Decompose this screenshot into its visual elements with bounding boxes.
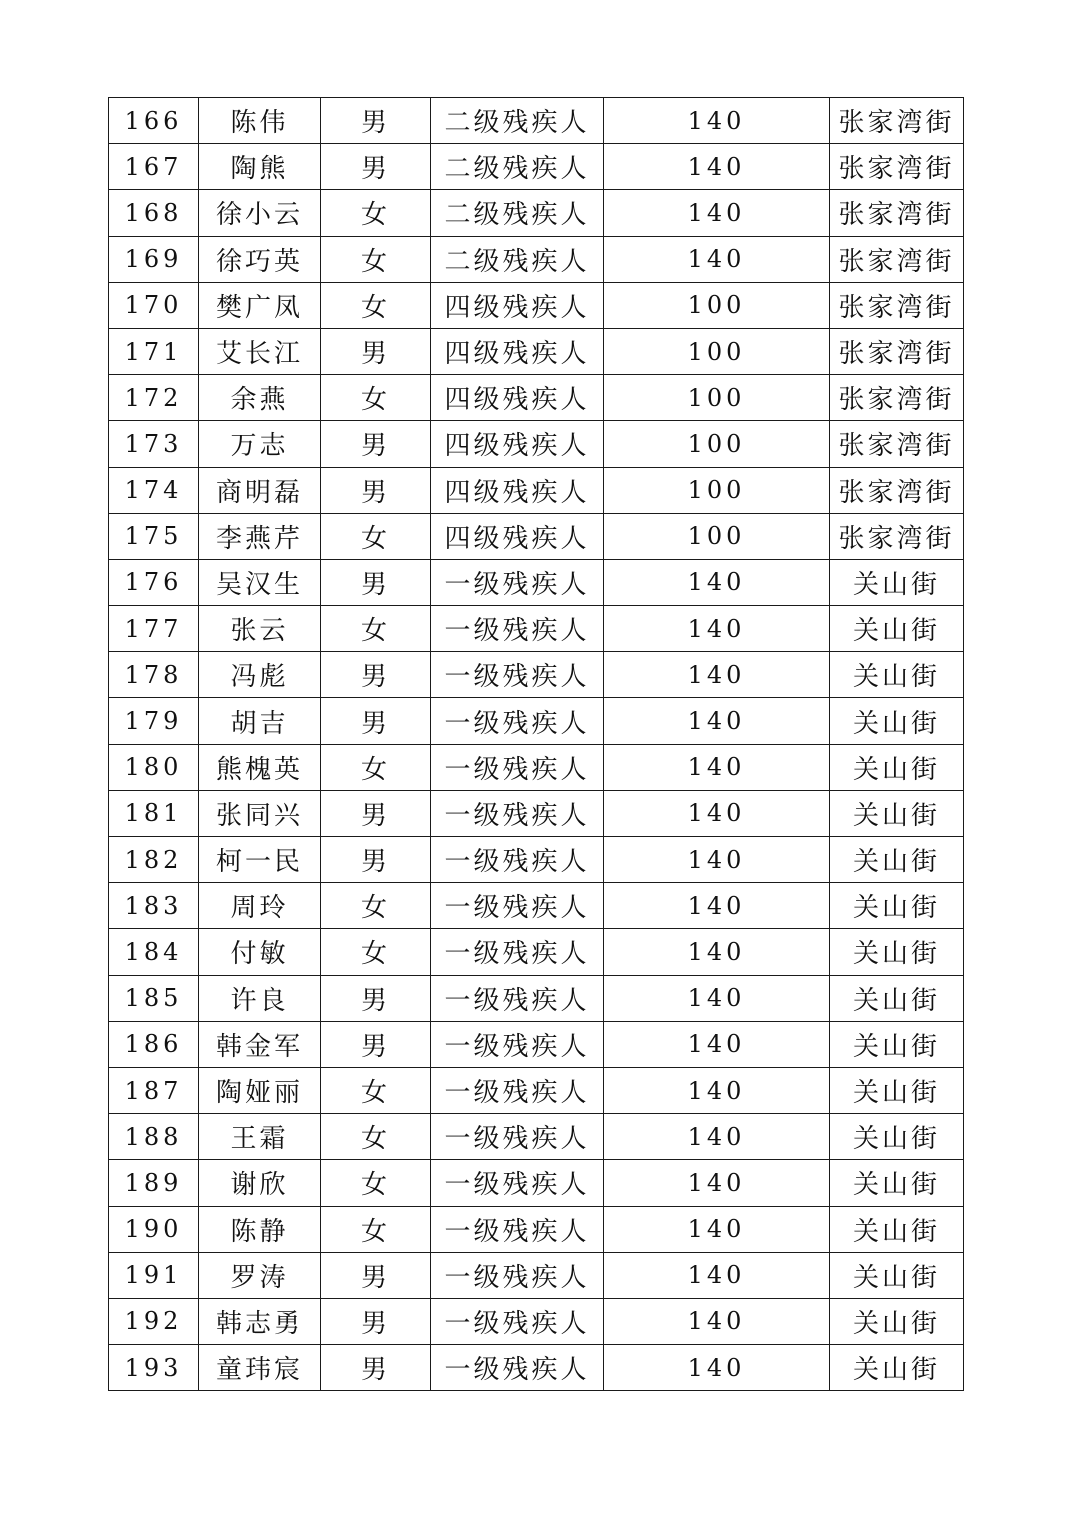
street-cell: 关山街 (830, 1345, 964, 1391)
disability-level-cell: 一级残疾人 (431, 1252, 604, 1298)
gender-cell: 女 (321, 236, 431, 282)
gender-cell: 男 (321, 421, 431, 467)
name-cell: 王霜 (199, 1114, 321, 1160)
gender-cell: 男 (321, 975, 431, 1021)
street-cell: 张家湾街 (830, 98, 964, 144)
street-cell: 张家湾街 (830, 375, 964, 421)
street-cell: 关山街 (830, 1252, 964, 1298)
name-cell: 童玮宸 (199, 1345, 321, 1391)
name-cell: 余燕 (199, 375, 321, 421)
table-row (109, 837, 964, 883)
name-cell: 罗涛 (199, 1252, 321, 1298)
gender-cell: 女 (321, 1160, 431, 1206)
street-cell: 关山街 (830, 1298, 964, 1344)
amount-cell: 140 (604, 1252, 830, 1298)
serial-number-cell: 174 (109, 467, 199, 513)
street-cell: 关山街 (830, 1206, 964, 1252)
name-cell: 周玲 (199, 883, 321, 929)
street-cell: 张家湾街 (830, 513, 964, 559)
table-row (109, 883, 964, 929)
table-row (109, 1206, 964, 1252)
disability-level-cell: 一级残疾人 (431, 559, 604, 605)
disability-level-cell: 四级残疾人 (431, 282, 604, 328)
disability-level-cell: 一级残疾人 (431, 698, 604, 744)
amount-cell: 140 (604, 1298, 830, 1344)
table-row (109, 1345, 964, 1391)
table-row (109, 98, 964, 144)
amount-cell: 100 (604, 375, 830, 421)
serial-number-cell: 166 (109, 98, 199, 144)
disability-level-cell: 四级残疾人 (431, 375, 604, 421)
serial-number-cell: 188 (109, 1114, 199, 1160)
gender-cell: 男 (321, 837, 431, 883)
serial-number-cell: 184 (109, 929, 199, 975)
table-row (109, 790, 964, 836)
street-cell: 关山街 (830, 559, 964, 605)
disability-level-cell: 一级残疾人 (431, 606, 604, 652)
street-cell: 张家湾街 (830, 328, 964, 374)
name-cell: 韩金军 (199, 1021, 321, 1067)
name-cell: 胡吉 (199, 698, 321, 744)
serial-number-cell: 187 (109, 1067, 199, 1113)
street-cell: 张家湾街 (830, 190, 964, 236)
disability-level-cell: 一级残疾人 (431, 790, 604, 836)
name-cell: 艾长江 (199, 328, 321, 374)
street-cell: 张家湾街 (830, 421, 964, 467)
serial-number-cell: 167 (109, 144, 199, 190)
table-row (109, 144, 964, 190)
street-cell: 张家湾街 (830, 467, 964, 513)
amount-cell: 140 (604, 1160, 830, 1206)
amount-cell: 140 (604, 837, 830, 883)
gender-cell: 男 (321, 1252, 431, 1298)
disability-level-cell: 一级残疾人 (431, 929, 604, 975)
serial-number-cell: 177 (109, 606, 199, 652)
name-cell: 万志 (199, 421, 321, 467)
table-row (109, 328, 964, 374)
name-cell: 陈伟 (199, 98, 321, 144)
serial-number-cell: 175 (109, 513, 199, 559)
gender-cell: 男 (321, 652, 431, 698)
street-cell: 关山街 (830, 606, 964, 652)
serial-number-cell: 168 (109, 190, 199, 236)
disability-level-cell: 一级残疾人 (431, 744, 604, 790)
serial-number-cell: 181 (109, 790, 199, 836)
street-cell: 关山街 (830, 837, 964, 883)
amount-cell: 140 (604, 1206, 830, 1252)
table-row (109, 652, 964, 698)
serial-number-cell: 180 (109, 744, 199, 790)
disability-level-cell: 一级残疾人 (431, 837, 604, 883)
serial-number-cell: 182 (109, 837, 199, 883)
street-cell: 关山街 (830, 698, 964, 744)
amount-cell: 140 (604, 236, 830, 282)
amount-cell: 100 (604, 421, 830, 467)
gender-cell: 女 (321, 883, 431, 929)
table-row (109, 1114, 964, 1160)
name-cell: 樊广凤 (199, 282, 321, 328)
name-cell: 商明磊 (199, 467, 321, 513)
name-cell: 熊槐英 (199, 744, 321, 790)
table-row (109, 375, 964, 421)
name-cell: 李燕芹 (199, 513, 321, 559)
amount-cell: 140 (604, 190, 830, 236)
disability-level-cell: 一级残疾人 (431, 1114, 604, 1160)
disability-level-cell: 一级残疾人 (431, 1206, 604, 1252)
amount-cell: 140 (604, 1067, 830, 1113)
gender-cell: 女 (321, 1067, 431, 1113)
amount-cell: 100 (604, 513, 830, 559)
name-cell: 徐巧英 (199, 236, 321, 282)
name-cell: 陶娅丽 (199, 1067, 321, 1113)
gender-cell: 男 (321, 559, 431, 605)
disability-level-cell: 四级残疾人 (431, 328, 604, 374)
amount-cell: 140 (604, 1114, 830, 1160)
serial-number-cell: 193 (109, 1345, 199, 1391)
table-row (109, 467, 964, 513)
table-row (109, 929, 964, 975)
gender-cell: 女 (321, 375, 431, 421)
serial-number-cell: 173 (109, 421, 199, 467)
amount-cell: 140 (604, 883, 830, 929)
gender-cell: 女 (321, 606, 431, 652)
name-cell: 冯彪 (199, 652, 321, 698)
disability-level-cell: 四级残疾人 (431, 513, 604, 559)
table-row (109, 236, 964, 282)
serial-number-cell: 185 (109, 975, 199, 1021)
serial-number-cell: 191 (109, 1252, 199, 1298)
disability-level-cell: 一级残疾人 (431, 652, 604, 698)
amount-cell: 140 (604, 606, 830, 652)
serial-number-cell: 192 (109, 1298, 199, 1344)
name-cell: 付敏 (199, 929, 321, 975)
street-cell: 张家湾街 (830, 144, 964, 190)
disability-level-cell: 一级残疾人 (431, 883, 604, 929)
amount-cell: 140 (604, 1345, 830, 1391)
serial-number-cell: 190 (109, 1206, 199, 1252)
table-row (109, 698, 964, 744)
table-row (109, 744, 964, 790)
serial-number-cell: 169 (109, 236, 199, 282)
serial-number-cell: 186 (109, 1021, 199, 1067)
serial-number-cell: 176 (109, 559, 199, 605)
gender-cell: 男 (321, 790, 431, 836)
amount-cell: 140 (604, 652, 830, 698)
street-cell: 张家湾街 (830, 282, 964, 328)
disability-level-cell: 二级残疾人 (431, 98, 604, 144)
street-cell: 张家湾街 (830, 236, 964, 282)
disability-level-cell: 四级残疾人 (431, 421, 604, 467)
name-cell: 陈静 (199, 1206, 321, 1252)
serial-number-cell: 183 (109, 883, 199, 929)
gender-cell: 女 (321, 282, 431, 328)
gender-cell: 男 (321, 1345, 431, 1391)
table-row (109, 282, 964, 328)
disability-level-cell: 一级残疾人 (431, 975, 604, 1021)
amount-cell: 140 (604, 98, 830, 144)
name-cell: 徐小云 (199, 190, 321, 236)
gender-cell: 男 (321, 328, 431, 374)
amount-cell: 140 (604, 698, 830, 744)
disability-level-cell: 二级残疾人 (431, 144, 604, 190)
street-cell: 关山街 (830, 883, 964, 929)
table-row (109, 1021, 964, 1067)
amount-cell: 140 (604, 559, 830, 605)
amount-cell: 140 (604, 929, 830, 975)
street-cell: 关山街 (830, 790, 964, 836)
street-cell: 关山街 (830, 929, 964, 975)
disability-level-cell: 一级残疾人 (431, 1021, 604, 1067)
serial-number-cell: 170 (109, 282, 199, 328)
disability-level-cell: 二级残疾人 (431, 236, 604, 282)
name-cell: 张云 (199, 606, 321, 652)
disability-level-cell: 一级残疾人 (431, 1298, 604, 1344)
disability-level-cell: 一级残疾人 (431, 1345, 604, 1391)
amount-cell: 140 (604, 144, 830, 190)
disability-level-cell: 二级残疾人 (431, 190, 604, 236)
gender-cell: 男 (321, 698, 431, 744)
table-row (109, 513, 964, 559)
gender-cell: 女 (321, 1114, 431, 1160)
gender-cell: 男 (321, 144, 431, 190)
recipient-table (108, 97, 964, 1391)
street-cell: 关山街 (830, 975, 964, 1021)
serial-number-cell: 178 (109, 652, 199, 698)
table-row (109, 1298, 964, 1344)
gender-cell: 女 (321, 513, 431, 559)
street-cell: 关山街 (830, 744, 964, 790)
serial-number-cell: 171 (109, 328, 199, 374)
table-row (109, 606, 964, 652)
gender-cell: 男 (321, 1298, 431, 1344)
street-cell: 关山街 (830, 1021, 964, 1067)
name-cell: 张同兴 (199, 790, 321, 836)
gender-cell: 女 (321, 744, 431, 790)
name-cell: 韩志勇 (199, 1298, 321, 1344)
name-cell: 吴汉生 (199, 559, 321, 605)
street-cell: 关山街 (830, 1160, 964, 1206)
amount-cell: 100 (604, 467, 830, 513)
gender-cell: 男 (321, 98, 431, 144)
name-cell: 柯一民 (199, 837, 321, 883)
amount-cell: 100 (604, 282, 830, 328)
gender-cell: 女 (321, 1206, 431, 1252)
name-cell: 陶熊 (199, 144, 321, 190)
serial-number-cell: 179 (109, 698, 199, 744)
gender-cell: 女 (321, 190, 431, 236)
table-row (109, 1160, 964, 1206)
amount-cell: 140 (604, 1021, 830, 1067)
gender-cell: 男 (321, 1021, 431, 1067)
disability-level-cell: 一级残疾人 (431, 1067, 604, 1113)
name-cell: 许良 (199, 975, 321, 1021)
serial-number-cell: 189 (109, 1160, 199, 1206)
disability-level-cell: 一级残疾人 (431, 1160, 604, 1206)
amount-cell: 140 (604, 790, 830, 836)
table-body (109, 98, 964, 1391)
street-cell: 关山街 (830, 1114, 964, 1160)
gender-cell: 女 (321, 929, 431, 975)
serial-number-cell: 172 (109, 375, 199, 421)
amount-cell: 140 (604, 744, 830, 790)
street-cell: 关山街 (830, 1067, 964, 1113)
amount-cell: 140 (604, 975, 830, 1021)
table-row (109, 421, 964, 467)
table-row (109, 1252, 964, 1298)
amount-cell: 100 (604, 328, 830, 374)
table-row (109, 559, 964, 605)
name-cell: 谢欣 (199, 1160, 321, 1206)
street-cell: 关山街 (830, 652, 964, 698)
table-row (109, 975, 964, 1021)
gender-cell: 男 (321, 467, 431, 513)
disability-level-cell: 四级残疾人 (431, 467, 604, 513)
table-row (109, 190, 964, 236)
table-row (109, 1067, 964, 1113)
